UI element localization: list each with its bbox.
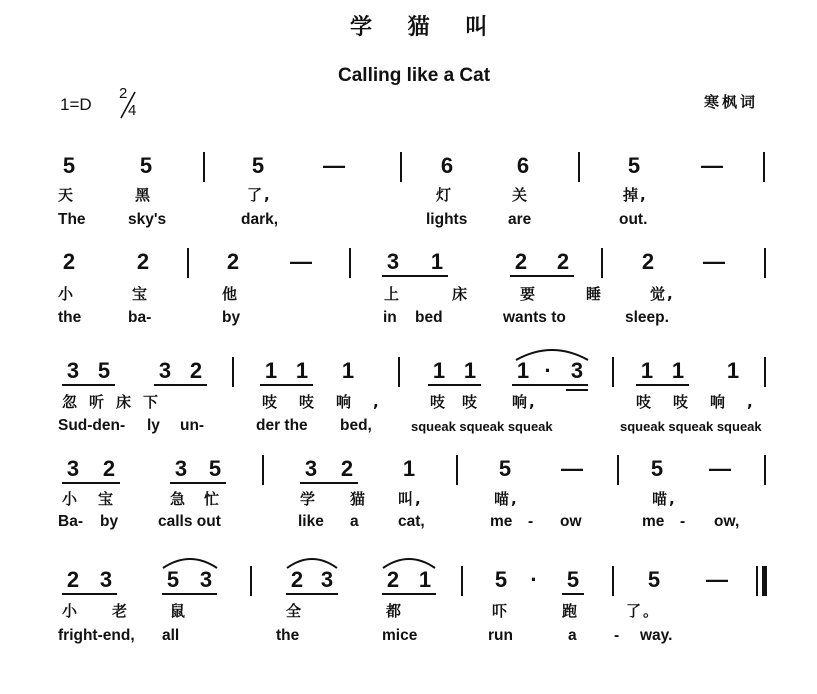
note: 3 (66, 456, 80, 481)
lyric-cn: 他 (222, 285, 264, 303)
note: 1 (418, 567, 432, 592)
lyric-en: ow (560, 513, 582, 530)
lyric-en: all (162, 627, 180, 644)
bar-line (617, 455, 619, 485)
bar-line (349, 248, 351, 278)
lyric-en: bed (415, 309, 443, 326)
lyric-cn: 吓 (492, 602, 534, 620)
eighth-underline (154, 384, 207, 386)
lyric-cn: 吱吱 (430, 393, 495, 411)
note: 5 (166, 567, 180, 592)
time-signature-top: 2 (119, 85, 128, 102)
lyric-cn: 叫, (398, 490, 423, 508)
bar-line (764, 357, 766, 387)
lyric-en: ly (147, 417, 160, 434)
tie-slur (380, 554, 438, 570)
lyric-en: the (276, 627, 300, 644)
note: 5 (97, 358, 111, 383)
final-bar-line-thick (762, 566, 767, 596)
lyric-cn: 天 (58, 186, 100, 204)
eighth-underline (286, 593, 338, 595)
note: 5 (208, 456, 222, 481)
note-extension: — (709, 456, 731, 481)
note: 1 (402, 456, 416, 481)
eighth-underline (300, 482, 358, 484)
tie-slur (160, 554, 220, 570)
note-extension: — (561, 456, 583, 481)
bar-line (232, 357, 234, 387)
note: 1 (430, 249, 444, 274)
lyric-cn: 宝 (98, 490, 140, 508)
key-signature: 1=D (60, 95, 92, 114)
lyric-cn: 猫 (350, 490, 392, 508)
lyric-en: way. (640, 627, 673, 644)
note: 1 (671, 358, 685, 383)
lyric-en: bed, (340, 417, 372, 434)
note: 2 (641, 249, 655, 274)
lyric-en: squeak squeak squeak (620, 419, 762, 434)
note: 5 (650, 456, 664, 481)
note: 2 (136, 249, 150, 274)
lyric-en: a (350, 513, 359, 530)
sixteenth-underline (566, 389, 588, 391)
bar-line (262, 455, 264, 485)
lyric-cn: 小 (62, 602, 104, 620)
note: 1 (463, 358, 477, 383)
bar-line (187, 248, 189, 278)
lyric-en: ow, (714, 513, 740, 530)
lyric-cn: 全 (286, 602, 328, 620)
note: 1 (295, 358, 309, 383)
final-bar-line-thin (756, 566, 758, 596)
eighth-underline (62, 482, 120, 484)
lyric-en: mice (382, 627, 418, 644)
lyric-en: - (680, 513, 686, 530)
note: 5 (566, 567, 580, 592)
lyric-cn: 灯 (436, 186, 478, 204)
note: 2 (66, 567, 80, 592)
eighth-underline (562, 593, 584, 595)
lyric-en: fright-end, (58, 627, 135, 644)
lyric-en: by (100, 513, 119, 530)
note: 5 (139, 153, 153, 178)
bar-line (578, 152, 580, 182)
time-signature-slash (117, 90, 139, 120)
lyric-cn: 睡 (586, 285, 628, 303)
lyric-en: The (58, 211, 86, 228)
lyric-en: Ba- (58, 513, 83, 530)
time-signature-bottom: 4 (128, 102, 137, 119)
lyric-cn: 忙 (204, 490, 246, 508)
lyric-cn: 都 (386, 602, 428, 620)
song-title-en: Calling like a Cat (338, 65, 491, 86)
note: 3 (99, 567, 113, 592)
note: 5 (494, 567, 508, 592)
note: 1 (341, 358, 355, 383)
note: 3 (320, 567, 334, 592)
note: 5 (62, 153, 76, 178)
note-extension: — (323, 153, 345, 178)
bar-line (612, 566, 614, 596)
song-title-cn: 学 猫 叫 (350, 15, 502, 40)
bar-line (456, 455, 458, 485)
lyric-cn: 小 (58, 285, 100, 303)
eighth-underline (162, 593, 217, 595)
note: 3 (158, 358, 172, 383)
bar-line (400, 152, 402, 182)
note-extension: — (290, 249, 312, 274)
note: 1 (516, 358, 530, 383)
eighth-underline (62, 593, 117, 595)
note: 1 (726, 358, 740, 383)
lyric-cn: 喵, (494, 490, 519, 508)
note: 1 (640, 358, 654, 383)
eighth-underline (382, 275, 448, 277)
eighth-underline (636, 384, 689, 386)
bar-line (203, 152, 205, 182)
lyric-en: by (222, 309, 241, 326)
lyric-cn: 学 (300, 490, 342, 508)
bar-line (398, 357, 400, 387)
note: 3 (570, 358, 584, 383)
lyric-en: me (642, 513, 665, 530)
note: 3 (66, 358, 80, 383)
note: 2 (189, 358, 203, 383)
lyric-en: ba- (128, 309, 152, 326)
lyricist-credit: 寒枫词 (704, 93, 759, 111)
lyric-en: squeak squeak squeak (411, 419, 553, 434)
lyric-en: me (490, 513, 513, 530)
lyric-cn: 上 (384, 285, 426, 303)
bar-line (601, 248, 603, 278)
note: 2 (62, 249, 76, 274)
lyric-en: cat, (398, 513, 425, 530)
bar-line (612, 357, 614, 387)
eighth-underline (428, 384, 481, 386)
tie-slur (512, 344, 592, 362)
dot: · (530, 567, 538, 592)
lyric-en: - (528, 513, 534, 530)
note: 2 (226, 249, 240, 274)
lyric-en: der the (256, 417, 308, 434)
lyric-en: un- (180, 417, 205, 434)
note: 5 (647, 567, 661, 592)
note: 6 (440, 153, 454, 178)
lyric-cn: 急 (170, 490, 212, 508)
bar-line (250, 566, 252, 596)
note: 3 (386, 249, 400, 274)
note: 2 (340, 456, 354, 481)
note: 1 (264, 358, 278, 383)
lyric-cn: 吱吱响, (636, 393, 775, 411)
note-extension: — (706, 567, 728, 592)
lyric-en: sleep. (625, 309, 669, 326)
lyric-cn: 床 (452, 285, 494, 303)
dot: · (544, 358, 552, 383)
lyric-cn: 黑 (135, 186, 177, 204)
lyric-cn: 了, (247, 186, 272, 204)
lyric-en: sky's (128, 211, 167, 228)
note: 5 (627, 153, 641, 178)
lyric-en: wants to (503, 309, 566, 326)
lyric-cn: 小 (62, 490, 104, 508)
lyric-en: run (488, 627, 513, 644)
lyric-cn: 宝 (132, 285, 174, 303)
note: 3 (174, 456, 188, 481)
lyric-en: lights (426, 211, 468, 228)
lyric-cn: 掉, (623, 186, 648, 204)
note: 3 (304, 456, 318, 481)
note: 1 (432, 358, 446, 383)
note: 2 (290, 567, 304, 592)
eighth-underline (170, 482, 226, 484)
lyric-cn: 忽听床下 (62, 393, 171, 411)
note-extension: — (703, 249, 725, 274)
note: 3 (199, 567, 213, 592)
lyric-cn: 了。 (626, 602, 661, 620)
lyric-en: like (298, 513, 324, 530)
lyric-en: dark, (241, 211, 279, 228)
lyric-cn: 喵, (652, 490, 677, 508)
note-extension: — (701, 153, 723, 178)
note: 2 (102, 456, 116, 481)
note: 5 (251, 153, 265, 178)
lyric-cn: 关 (512, 186, 554, 204)
note: 2 (556, 249, 570, 274)
lyric-en: out. (619, 211, 648, 228)
lyric-en: - (614, 627, 620, 644)
eighth-underline (512, 384, 588, 386)
tie-slur (284, 554, 340, 570)
note: 2 (386, 567, 400, 592)
lyric-cn: 跑 (562, 602, 604, 620)
lyric-cn: 响, (512, 393, 537, 411)
bar-line (764, 455, 766, 485)
bar-line (461, 566, 463, 596)
lyric-en: a (568, 627, 577, 644)
lyric-en: are (508, 211, 532, 228)
lyric-cn: 觉, (650, 285, 675, 303)
lyric-en: the (58, 309, 82, 326)
bar-line (763, 152, 765, 182)
lyric-en: in (383, 309, 397, 326)
eighth-underline (510, 275, 574, 277)
note: 5 (498, 456, 512, 481)
lyric-en: Sud-den- (58, 417, 126, 434)
lyric-cn: 老 (112, 602, 154, 620)
eighth-underline (260, 384, 313, 386)
note: 2 (514, 249, 528, 274)
note: 6 (516, 153, 530, 178)
lyric-cn: 要 (520, 285, 562, 303)
lyric-cn: 鼠 (170, 602, 212, 620)
bar-line (764, 248, 766, 278)
lyric-cn: 吱吱响, (262, 393, 401, 411)
eighth-underline (382, 593, 436, 595)
eighth-underline (62, 384, 115, 386)
lyric-en: calls out (158, 513, 221, 530)
